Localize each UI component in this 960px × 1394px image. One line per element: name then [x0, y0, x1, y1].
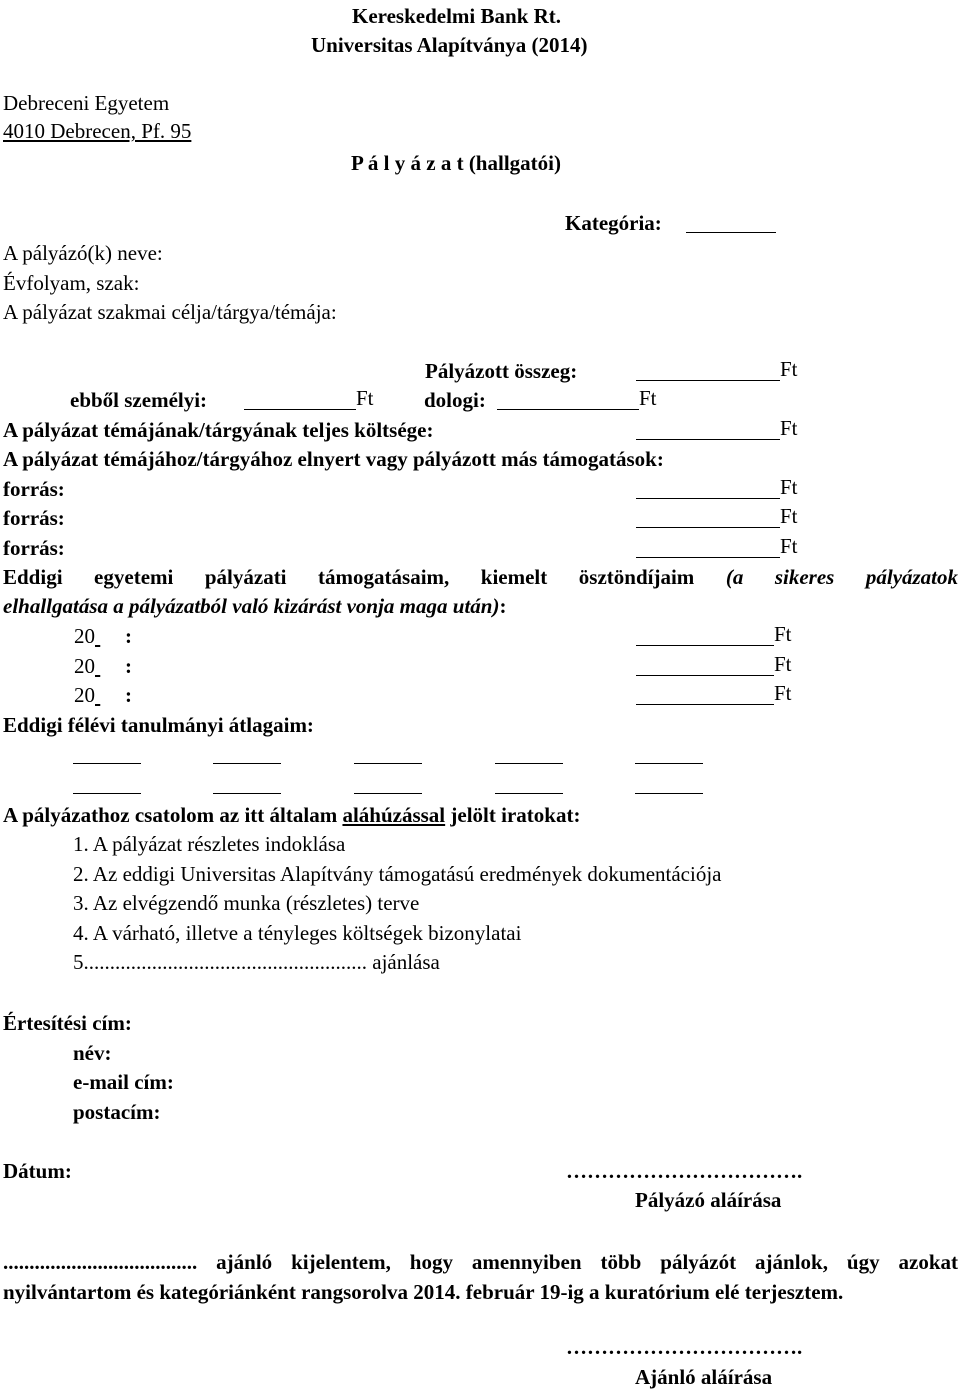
- foundation-name: Universitas Alapítványa (2014): [311, 33, 588, 57]
- previous-support-label: Eddigi egyetemi pályázati támogatásaim, kiemelt ösztöndíjaim (a sikeres pályázatok: [3, 565, 959, 589]
- previous-amount-field-2[interactable]: [636, 652, 792, 676]
- material-label: dologi:: [424, 388, 486, 412]
- attachments-label: A pályázathoz csatolom az itt általam aláhúzással jelölt iratokat:: [3, 803, 581, 827]
- total-cost-label: A pályázat témájának/tárgyának teljes költsége:: [3, 418, 434, 442]
- average-field[interactable]: [635, 793, 703, 794]
- previous-support-note: elhallgatása a pályázatból való kizárást vonja maga után):: [3, 594, 507, 618]
- total-cost-field[interactable]: [636, 416, 798, 440]
- contact-email-label: e-mail cím:: [73, 1070, 174, 1094]
- currency-label: Ft: [356, 386, 374, 410]
- applicant-signature-line: …………………………….: [566, 1159, 803, 1183]
- source-label: forrás:: [3, 477, 65, 501]
- university-name: Debreceni Egyetem: [3, 91, 170, 115]
- goal-label: A pályázat szakmai célja/tárgya/témája:: [3, 300, 337, 324]
- bank-name: Kereskedelmi Bank Rt.: [352, 4, 562, 28]
- applicant-name-label: A pályázó(k) neve:: [3, 241, 163, 265]
- recommender-declaration: ..................................... ajánló kijelentem, hogy amennyiben több pályázót ajánlok, úgy azokat nyilvántartom és kategóriánként rangsorolva 2014. február 19-ig a kuratórium elé terjesztem.: [3, 1250, 958, 1304]
- average-field[interactable]: [495, 793, 563, 794]
- currency-label: Ft: [780, 416, 798, 440]
- average-field[interactable]: [73, 793, 141, 794]
- attachment-item: 4. A várható, illetve a tényleges költségek bizonylatai: [73, 921, 522, 945]
- average-field[interactable]: [213, 793, 281, 794]
- page-title: P á l y á z a t (hallgatói): [351, 151, 561, 175]
- requested-amount-field[interactable]: [636, 357, 798, 381]
- year-major-label: Évfolyam, szak:: [3, 271, 140, 295]
- average-field[interactable]: [495, 763, 563, 764]
- attachment-item: 3. Az elvégzendő munka (részletes) terve: [73, 891, 420, 915]
- currency-label: Ft: [780, 504, 798, 528]
- average-field[interactable]: [73, 763, 141, 764]
- contact-label: Értesítési cím:: [3, 1011, 132, 1035]
- year-row-2: 20 :: [74, 654, 132, 678]
- attachment-item: 2. Az eddigi Universitas Alapítvány támogatású eredmények dokumentációja: [73, 862, 722, 886]
- previous-amount-field-3[interactable]: [636, 681, 792, 705]
- applicant-signature-label: Pályázó aláírása: [635, 1188, 782, 1212]
- personal-label: ebből személyi:: [70, 388, 208, 412]
- other-support-label: A pályázat témájához/tárgyához elnyert vagy pályázott más támogatások:: [3, 447, 664, 471]
- source-label: forrás:: [3, 506, 65, 530]
- currency-label: Ft: [639, 386, 657, 410]
- averages-label: Eddigi félévi tanulmányi átlagaim:: [3, 713, 314, 737]
- source-amount-field-1[interactable]: [636, 475, 798, 499]
- university-address: 4010 Debrecen, Pf. 95: [3, 119, 192, 143]
- recommender-signature-label: Ajánló aláírása: [635, 1365, 773, 1389]
- category-field[interactable]: [686, 232, 776, 233]
- category-label: Kategória:: [565, 211, 662, 235]
- average-field[interactable]: [354, 763, 422, 764]
- material-amount-field[interactable]: [497, 386, 657, 410]
- personal-amount-field[interactable]: [244, 386, 374, 410]
- average-field[interactable]: [354, 793, 422, 794]
- attachment-item: 5...................................................... ajánlása: [73, 950, 440, 974]
- average-field[interactable]: [213, 763, 281, 764]
- source-amount-field-2[interactable]: [636, 504, 798, 528]
- previous-amount-field-1[interactable]: [636, 622, 792, 646]
- requested-amount-label: Pályázott összeg:: [425, 359, 578, 383]
- attachment-item: 1. A pályázat részletes indoklása: [73, 832, 346, 856]
- year-row-3: 20 :: [74, 683, 132, 707]
- source-amount-field-3[interactable]: [636, 534, 798, 558]
- year-row-1: 20 :: [74, 624, 132, 648]
- contact-name-label: név:: [73, 1041, 112, 1065]
- average-field[interactable]: [635, 763, 703, 764]
- currency-label: Ft: [780, 475, 798, 499]
- currency-label: Ft: [774, 622, 792, 646]
- date-label: Dátum:: [3, 1159, 72, 1183]
- currency-label: Ft: [774, 652, 792, 676]
- currency-label: Ft: [780, 534, 798, 558]
- source-label: forrás:: [3, 536, 65, 560]
- contact-postal-label: postacím:: [73, 1100, 161, 1124]
- currency-label: Ft: [774, 681, 792, 705]
- recommender-signature-line: …………………………….: [566, 1335, 803, 1359]
- currency-label: Ft: [780, 357, 798, 381]
